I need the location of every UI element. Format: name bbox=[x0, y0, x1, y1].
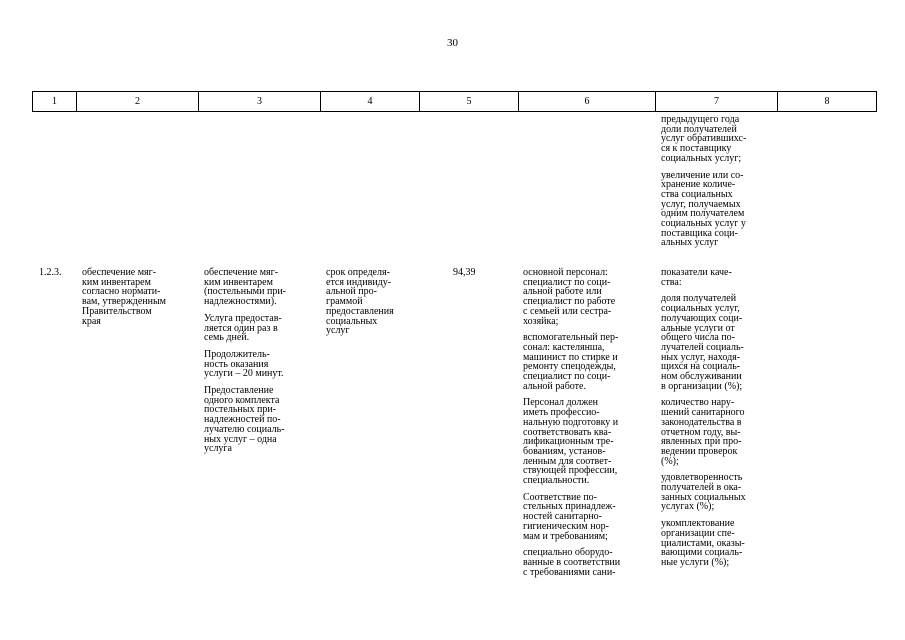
paragraph bbox=[523, 333, 653, 391]
text-line: сонал: кастелянша, bbox=[523, 341, 605, 353]
text-line: обеспечение мяг- bbox=[204, 267, 279, 278]
page-number: 30 bbox=[447, 37, 458, 49]
text-line: организации спе- bbox=[661, 527, 735, 539]
text-line: вспомогательный пер- bbox=[523, 332, 619, 344]
header-col-4: 4 bbox=[321, 92, 420, 112]
text-line: общего числа по- bbox=[661, 332, 736, 344]
text-line: укомплектование bbox=[661, 518, 735, 530]
text-line: с требованиями сани- bbox=[523, 566, 616, 578]
text-line: машинист по стирке и bbox=[523, 351, 618, 363]
text-line: ким инвентарем bbox=[82, 276, 151, 288]
text-line: ных услуг – одна bbox=[204, 433, 277, 445]
text-line: ные услуги (%); bbox=[661, 556, 730, 568]
row-number: 1.2.3. bbox=[39, 267, 62, 278]
text-line: услуг bbox=[326, 325, 350, 337]
text-line: постельных при- bbox=[204, 404, 277, 416]
text-line: количество нару- bbox=[661, 397, 735, 409]
text-line: вающими социаль- bbox=[661, 547, 743, 559]
text-line: обеспечение мяг- bbox=[82, 267, 157, 278]
text-line: бованиям, установ- bbox=[523, 445, 606, 457]
text-line: хозяйка; bbox=[523, 315, 559, 327]
text-line: вам, утвержденным bbox=[82, 296, 167, 308]
text-line: ремонту спецодежды, bbox=[523, 361, 616, 373]
text-line: Предоставление bbox=[204, 385, 274, 397]
text-line: показатели каче- bbox=[661, 267, 732, 278]
paragraph bbox=[661, 398, 775, 466]
text-line: альные услуги от bbox=[661, 322, 735, 334]
text-line: предыдущего года bbox=[661, 114, 740, 125]
text-line: отчетном году, вы- bbox=[661, 426, 741, 438]
text-line: получающих соци- bbox=[661, 312, 743, 324]
text-line: в организации (%); bbox=[661, 380, 743, 392]
text-line: получателей в ока- bbox=[661, 482, 742, 494]
text-line: поставщика соци- bbox=[661, 227, 738, 239]
header-col-3: 3 bbox=[199, 92, 321, 112]
text-line: специалист по соци- bbox=[523, 276, 611, 288]
paragraph bbox=[204, 350, 319, 379]
text-line: предоставления bbox=[326, 305, 394, 317]
text-line: социальных услуг; bbox=[661, 152, 742, 164]
table-header bbox=[32, 91, 877, 112]
text-line: граммой bbox=[326, 296, 363, 308]
text-line: ким инвентарем bbox=[204, 276, 273, 288]
header-col-1: 1 bbox=[33, 92, 77, 112]
paragraph bbox=[523, 548, 653, 577]
service-term-cell bbox=[326, 268, 418, 343]
text-line: социальных услуг, bbox=[661, 303, 740, 315]
text-line: законодательства в bbox=[661, 416, 742, 428]
text-line: стельных принадлеж- bbox=[523, 501, 616, 513]
paragraph bbox=[661, 519, 775, 568]
text-line: специально оборудо- bbox=[523, 547, 613, 559]
text-line: удовлетворенность bbox=[661, 472, 743, 484]
text-line: специалист по работе bbox=[523, 296, 616, 308]
text-line: одного комплекта bbox=[204, 394, 280, 406]
text-line: ляется один раз в bbox=[204, 322, 278, 334]
text-line: специальности. bbox=[523, 475, 590, 487]
text-line: ленным для соответ- bbox=[523, 455, 612, 467]
service-name-cell bbox=[82, 268, 197, 333]
text-line: Правительством bbox=[82, 305, 152, 317]
paragraph bbox=[661, 473, 775, 512]
text-line: шений санитарного bbox=[661, 407, 745, 419]
header-col-8: 8 bbox=[778, 92, 877, 112]
text-line: циалистами, оказы- bbox=[661, 537, 745, 549]
text-line: специалист по соци- bbox=[523, 371, 611, 383]
text-line: Услуга предостав- bbox=[204, 312, 282, 324]
text-line: доля получателей bbox=[661, 293, 737, 305]
paragraph bbox=[326, 268, 418, 336]
text-line: услугах (%); bbox=[661, 501, 715, 513]
text-line: соответствовать ква- bbox=[523, 426, 612, 438]
text-line: альной работе. bbox=[523, 380, 586, 392]
header-col-2: 2 bbox=[77, 92, 199, 112]
text-line: надлежностей по- bbox=[204, 414, 281, 426]
text-line: альной про- bbox=[326, 286, 377, 298]
text-line: ется индивиду- bbox=[326, 276, 392, 288]
text-line: семь дней. bbox=[204, 332, 250, 344]
text-line: ства социальных bbox=[661, 188, 733, 200]
paragraph bbox=[204, 386, 319, 454]
text-line: ных услуг, находя- bbox=[661, 351, 741, 363]
text-line: ном обслуживании bbox=[661, 371, 742, 383]
text-line: мам и требованиям; bbox=[523, 530, 608, 542]
header-col-7: 7 bbox=[656, 92, 778, 112]
text-line: лучателю социаль- bbox=[204, 423, 285, 435]
paragraph bbox=[661, 294, 775, 391]
text-line: Соответствие по- bbox=[523, 491, 598, 503]
text-line: ванные в соответствии bbox=[523, 556, 621, 568]
text-line: Продолжитель- bbox=[204, 348, 270, 360]
text-line: услуг, получаемых bbox=[661, 198, 741, 210]
text-line: хранение количе- bbox=[661, 179, 736, 191]
tariff-cell: 94,39 bbox=[453, 267, 476, 278]
text-line: лучателей социаль- bbox=[661, 341, 744, 353]
text-line: одним получателем bbox=[661, 208, 745, 220]
carryover-col-7 bbox=[661, 115, 775, 255]
text-line: ведении проверок bbox=[661, 445, 738, 457]
text-line: (постельными при- bbox=[204, 286, 287, 298]
paragraph bbox=[661, 171, 775, 249]
text-line: ствующей профессии, bbox=[523, 465, 618, 477]
text-line: ностей санитарно- bbox=[523, 511, 603, 523]
paragraph bbox=[661, 115, 775, 164]
paragraph bbox=[661, 268, 775, 287]
service-description-cell bbox=[204, 268, 319, 461]
paragraph bbox=[523, 398, 653, 485]
text-line: нальную подготовку и bbox=[523, 416, 619, 428]
text-line: гигиеническим нор- bbox=[523, 520, 609, 532]
header-col-5: 5 bbox=[420, 92, 519, 112]
text-line: альной работе или bbox=[523, 286, 602, 298]
text-line: доли получателей bbox=[661, 123, 737, 135]
paragraph bbox=[523, 268, 653, 326]
text-line: срок определя- bbox=[326, 267, 390, 278]
header-col-6: 6 bbox=[519, 92, 656, 112]
quality-indicators-cell bbox=[661, 268, 775, 575]
text-line: согласно нормати- bbox=[82, 286, 161, 298]
text-line: альных услуг bbox=[661, 237, 719, 249]
text-line: края bbox=[82, 315, 101, 327]
paragraph bbox=[204, 268, 319, 307]
text-line: щихся на социаль- bbox=[661, 361, 741, 373]
text-line: социальных услуг у bbox=[661, 218, 746, 230]
text-line: услуг обратившихс- bbox=[661, 133, 747, 145]
paragraph bbox=[523, 493, 653, 542]
text-line: ся к поставщику bbox=[661, 143, 732, 155]
text-line: (%); bbox=[661, 455, 679, 467]
text-line: увеличение или со- bbox=[661, 169, 744, 181]
text-line: ства: bbox=[661, 276, 682, 288]
paragraph bbox=[204, 314, 319, 343]
text-line: с семьей или сестра- bbox=[523, 305, 612, 317]
text-line: занных социальных bbox=[661, 491, 746, 503]
text-line: Персонал должен bbox=[523, 397, 598, 409]
text-line: надлежностями). bbox=[204, 296, 277, 308]
text-line: основной персонал: bbox=[523, 267, 608, 278]
text-line: социальных bbox=[326, 315, 378, 327]
paragraph bbox=[82, 268, 197, 326]
text-line: явленных при про- bbox=[661, 436, 742, 448]
text-line: лификационным тре- bbox=[523, 436, 614, 448]
conditions-cell bbox=[523, 268, 653, 584]
text-line: ность оказания bbox=[204, 358, 269, 370]
text-line: услуга bbox=[204, 443, 232, 455]
text-line: услуги – 20 минут. bbox=[204, 368, 284, 380]
text-line: иметь профессио- bbox=[523, 407, 600, 419]
